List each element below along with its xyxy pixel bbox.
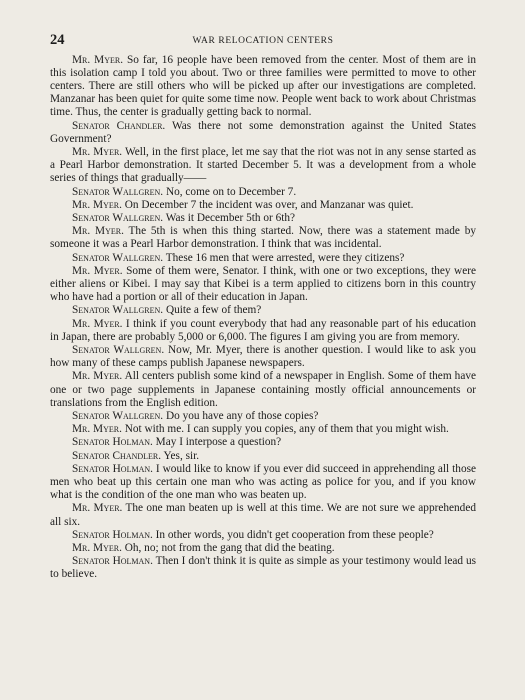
speaker-name: Senator Wallgren. — [72, 251, 164, 264]
statement-text: Do you have any of those copies? — [163, 409, 319, 422]
speaker-name: Senator Holman. — [72, 528, 153, 541]
page-header — [50, 32, 476, 48]
statement-text: The one man beaten up is well at this time. We are not sure we apprehended all six. — [50, 502, 476, 528]
transcript-paragraph — [50, 450, 476, 463]
statement-text: May I interpose a question? — [152, 436, 282, 449]
speaker-name: Senator Holman. — [72, 555, 153, 568]
transcript-paragraph — [50, 212, 476, 225]
statement-text: Was it December 5th or 6th? — [163, 211, 296, 224]
speaker-name: Senator Wallgren. — [72, 409, 164, 422]
speaker-name: Mr. Myer. — [72, 264, 123, 277]
transcript-paragraph — [50, 199, 476, 212]
speaker-name: Senator Wallgren. — [72, 185, 164, 198]
transcript-paragraph — [50, 370, 476, 410]
transcript-paragraph — [50, 410, 476, 423]
transcript-paragraph — [50, 463, 476, 503]
transcript-paragraph — [50, 436, 476, 449]
hearing-transcript — [50, 54, 476, 582]
speaker-name: Senator Holman. — [72, 436, 153, 449]
statement-text: On December 7 the incident was over, and Manzanar was quiet. — [121, 198, 414, 211]
transcript-paragraph — [50, 529, 476, 542]
speaker-name: Mr. Myer. — [72, 198, 122, 211]
speaker-name: Mr. Myer. — [72, 370, 123, 383]
page-number: 24 — [50, 32, 65, 48]
speaker-name: Senator Chandler. — [72, 449, 162, 462]
transcript-paragraph — [50, 120, 476, 146]
statement-text: Not with me. I can supply you copies, any of them that you might wish. — [121, 423, 449, 436]
statement-text: The 5th is when this thing started. Now, there was a statement made by someone it was a Pearl Harbor demonstration. I think that was incidental. — [50, 225, 476, 251]
speaker-name: Senator Chandler. — [72, 119, 166, 132]
speaker-name: Mr. Myer. — [72, 423, 122, 436]
statement-text: I would like to know if you ever did succeed in apprehending all those men who beat up this certain one man who was acting as police for you, and if you know what is the condition of the one man who was beaten up. — [50, 462, 476, 502]
statement-text: In other words, you didn't get cooperation from these people? — [152, 528, 434, 541]
transcript-paragraph — [50, 146, 476, 186]
speaker-name: Senator Wallgren. — [72, 211, 164, 224]
speaker-name: Mr. Myer. — [72, 145, 123, 158]
running-head: WAR RELOCATION CENTERS — [192, 36, 334, 46]
transcript-paragraph — [50, 252, 476, 265]
transcript-paragraph — [50, 304, 476, 317]
speaker-name: Mr. Myer. — [72, 317, 123, 330]
transcript-paragraph — [50, 186, 476, 199]
statement-text: So far, 16 people have been removed from the center. Most of them are in this isolation camp I told you about. Two or three families were permitted to move to other centers. There are still others who will be picked up after our investigations are completed. Manzanar has been quiet for quite some time now. People went back to work about Christmas time. Thus, the center is gradually getting back to normal. — [50, 53, 476, 119]
transcript-paragraph — [50, 502, 476, 528]
speaker-name: Mr. Myer. — [72, 225, 124, 238]
statement-text: I think if you count everybody that had any reasonable part of his education in Japan, there are probably 5,000 or 6,000. The figures I am giving you are from memory. — [50, 317, 476, 343]
speaker-name: Mr. Myer. — [72, 53, 124, 66]
transcript-paragraph — [50, 265, 476, 305]
speaker-name: Senator Wallgren. — [72, 343, 165, 356]
speaker-name: Senator Holman. — [72, 462, 153, 475]
transcript-paragraph — [50, 555, 476, 581]
statement-text: Some of them were, Senator. I think, with one or two exceptions, they were either aliens or Kibei. I may say that Kibei is a term applied to citizens born in this country who have had a portion or all of their education in Japan. — [50, 264, 477, 304]
speaker-name: Mr. Myer. — [72, 542, 122, 555]
speaker-name: Mr. Myer. — [72, 502, 123, 515]
statement-text: Was there not some demonstration against the United States Government? — [50, 119, 476, 145]
statement-text: Oh, no; not from the gang that did the beating. — [121, 542, 335, 555]
transcript-paragraph — [50, 423, 476, 436]
speaker-name: Senator Wallgren. — [72, 304, 164, 317]
transcript-paragraph — [50, 542, 476, 555]
statement-text: Quite a few of them? — [163, 304, 262, 317]
statement-text: These 16 men that were arrested, were they citizens? — [163, 251, 405, 264]
statement-text: Then I don't think it is quite as simple as your testimony would lead us to believe. — [50, 555, 477, 581]
transcript-paragraph — [50, 344, 476, 370]
statement-text: Now, Mr. Myer, there is another question. I would like to ask you how many of these camps publish Japanese newspapers. — [50, 343, 476, 370]
transcript-paragraph — [50, 54, 476, 120]
statement-text: Well, in the first place, let me say that the riot was not in any sense started as a Pearl Harbor demonstration. It started December 5. It was a development from a whole series of things that gradually—— — [50, 145, 476, 185]
statement-text: Yes, sir. — [161, 449, 200, 462]
statement-text: All centers publish some kind of a newspaper in English. Some of them have one or two page supplements in Japanese containing mostly official announcements or translations from the English edition. — [50, 370, 477, 409]
statement-text: No, come on to December 7. — [163, 185, 297, 198]
transcript-paragraph — [50, 318, 476, 344]
transcript-paragraph — [50, 225, 476, 251]
